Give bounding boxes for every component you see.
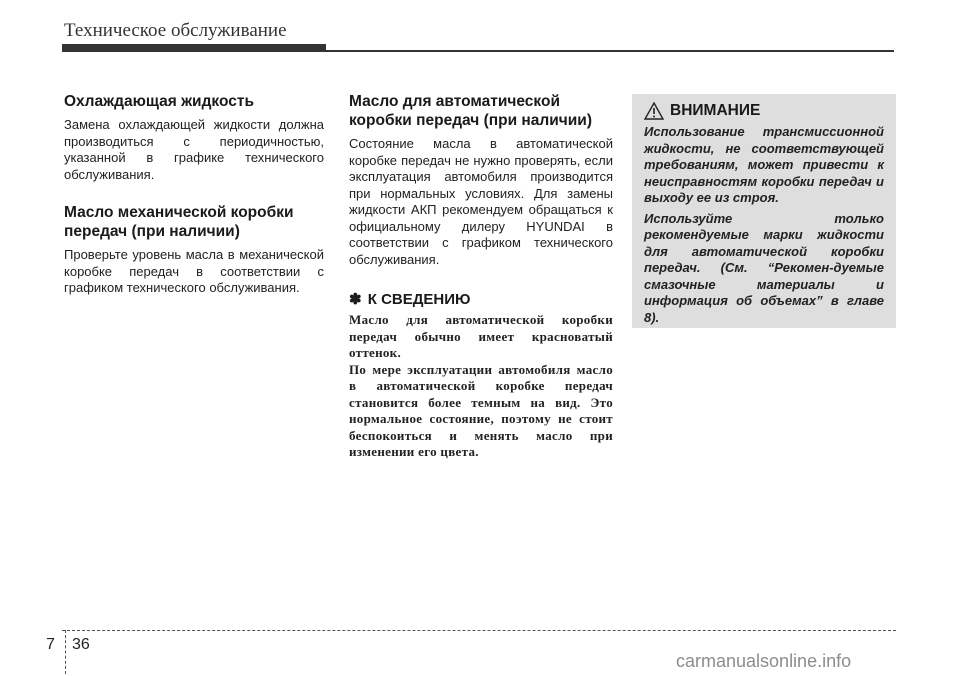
header-accent-bar	[62, 44, 326, 52]
middle-column	[349, 92, 613, 461]
left-column	[64, 92, 324, 311]
coolant-text: Замена охлаждающей жидкости должна производиться с периодичностью, указанной в графике технического обслуживания.	[64, 117, 324, 182]
warning-triangle-icon	[644, 102, 664, 120]
warning-paragraph-1: Использование трансмиссионной жидкости, не соответствующей требованиям, может привести к неисправностям коробки передач и выходу ее из строя.	[644, 124, 884, 205]
page-header-title: Техническое обслуживание	[64, 20, 287, 41]
note-heading-text: К СВЕДЕНИЮ	[367, 291, 471, 308]
warning-title	[644, 102, 884, 120]
watermark: carmanualsonline.info	[676, 651, 852, 671]
warning-box	[632, 94, 896, 328]
footer-rule	[62, 630, 896, 631]
page-number: 36	[72, 636, 90, 653]
manual-gearbox-oil-heading: Масло механической коробки передач (при наличии)	[64, 204, 294, 240]
warning-paragraph-2: Используйте только рекомендуемые марки жидкости для автоматической коробки передач. (См. “Рекомен-дуемые смазочные материалы и информация об объемах” в главе 8).	[644, 210, 884, 325]
manual-gearbox-oil-text: Проверьте уровень масла в механической коробке передач в соответствии с графиком технического обслуживания.	[64, 247, 324, 295]
note-paragraph-1: Масло для автоматической коробки передач обычно имеет красноватый оттенок.	[349, 312, 613, 360]
asterisk-icon: ✽	[349, 291, 362, 308]
note-heading	[349, 290, 613, 308]
chapter-number: 7	[46, 636, 55, 653]
auto-gearbox-oil-text: Состояние масла в автоматической коробке передач не нужно проверять, если эксплуатация автомобиля производится при нормальных условиях. Для замены жидкости АКП рекомендуем обращаться к официальному дилеру HYUNDAI в соответствии с графиком технического обслуживания.	[349, 136, 613, 267]
warning-title-text: ВНИМАНИЕ	[670, 102, 761, 119]
note-paragraph-2: По мере эксплуатации автомобиля масло в автоматической коробке передач становится более темным на вид. Это нормальное состояние, поэтому не стоит беспокоиться и менять масло при изменении его цвета.	[349, 361, 613, 459]
auto-gearbox-oil-heading: Масло для автоматической коробки передач (при наличии)	[349, 93, 592, 129]
coolant-heading: Охлаждающая жидкость	[64, 93, 254, 110]
header-rule	[326, 50, 894, 52]
footer-divider	[65, 630, 66, 674]
